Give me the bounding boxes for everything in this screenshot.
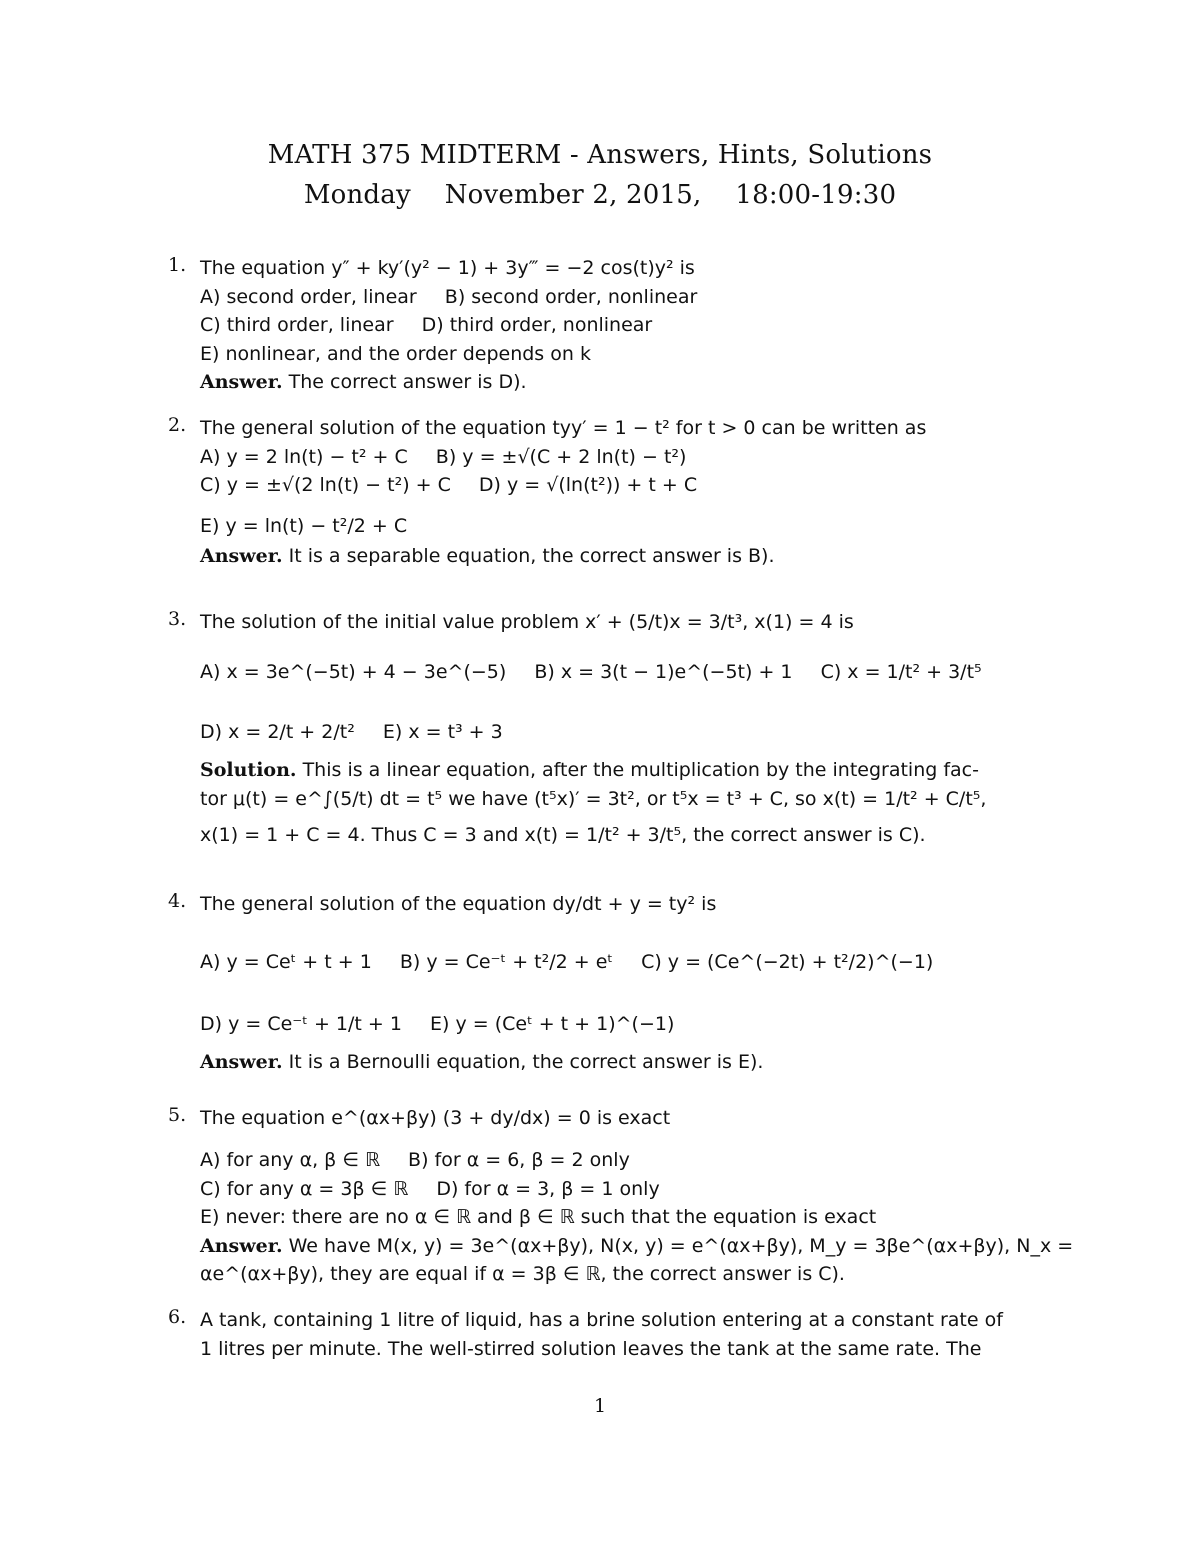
question-number: 4.: [168, 890, 187, 912]
solution-line: tor μ(t) = e^∫(5/t) dt = t⁵ we have (t⁵x)′ = 3t², or t⁵x = t³ + C, so x(t) = 1/t² + C/t⁵,: [200, 787, 987, 810]
option-b: B) for α = 6, β = 2 only: [408, 1149, 630, 1171]
answer-text: We have M(x, y) = 3e^(αx+βy), N(x, y) = e^(αx+βy), M_y = 3βe^(αx+βy), N_x =: [288, 1234, 1074, 1257]
options-row: [200, 658, 1060, 718]
solution-line: [200, 756, 1060, 785]
option-a: A) x = 3e^(−5t) + 4 − 3e^(−5): [200, 661, 507, 683]
option-a: A) for any α, β ∈ ℝ: [200, 1149, 380, 1171]
option-d: D) x = 2/t + 2/t²: [200, 721, 355, 743]
document-title: MATH 375 MIDTERM - Answers, Hints, Solutions: [267, 140, 933, 170]
question-stem: The equation e^(αx+βy) (3 + dy/dx) = 0 is exact: [200, 1107, 671, 1129]
document-subtitle: Monday November 2, 2015, 18:00-19:30: [303, 180, 897, 210]
option-c: C) y = ±√(2 ln(t) − t²) + C: [200, 474, 451, 496]
answer-line: [200, 1232, 1074, 1261]
question-body: [200, 1104, 1074, 1289]
answer-text: It is a Bernoulli equation, the correct answer is E).: [288, 1051, 764, 1073]
options-row: [200, 948, 1060, 1010]
options-row: [200, 1146, 1060, 1175]
question-stem: The general solution of the equation dy/dt + y = ty² is: [200, 893, 717, 915]
page-number: 1: [593, 1395, 607, 1417]
solution-label: Solution.: [200, 759, 297, 781]
option-c: C) third order, linear: [200, 314, 394, 336]
option-d: D) for α = 3, β = 1 only: [436, 1177, 660, 1200]
answer-label: Answer.: [200, 544, 283, 567]
answer-label: Answer.: [200, 1234, 283, 1257]
option-b: B) second order, nonlinear: [444, 285, 698, 308]
question-stem: The equation y″ + ky′(y² − 1) + 3y‴ = −2 cos(t)y² is: [200, 257, 695, 279]
option-c: C) for any α = 3β ∈ ℝ: [200, 1177, 409, 1200]
solution-text: This is a linear equation, after the multiplication by the integrating fac-: [302, 759, 979, 781]
option-b: B) y = Ce⁻ᵗ + t²/2 + eᵗ: [399, 951, 614, 973]
question-body: [200, 890, 1060, 1077]
answer-label: Answer.: [200, 371, 283, 393]
question-stem: The solution of the initial value problem x′ + (5/t)x = 3/t³, x(1) = 4 is: [200, 611, 854, 633]
question-stem: The general solution of the equation tyy′ = 1 − t² for t > 0 can be written as: [200, 417, 927, 439]
option-d: D) third order, nonlinear: [421, 314, 653, 336]
option-a: A) y = 2 ln(t) − t² + C: [200, 445, 408, 468]
question-number: 3.: [168, 608, 187, 630]
options-row: [200, 1010, 1060, 1048]
question-body: [200, 608, 1060, 850]
option-b: B) y = ±√(C + 2 ln(t) − t²): [435, 445, 687, 468]
question-stem: 1 litres per minute. The well-stirred solution leaves the tank at the same rate. The: [200, 1337, 982, 1360]
options-row: [200, 718, 1060, 756]
option-e: E) never: there are no α ∈ ℝ and β ∈ ℝ such that the equation is exact: [200, 1206, 877, 1228]
question-body: [200, 414, 1060, 570]
answer-line: αe^(αx+βy), they are equal if α = 3β ∈ ℝ, the correct answer is C).: [200, 1263, 845, 1285]
question-body: [200, 254, 1060, 397]
options-row: [200, 1175, 1060, 1204]
question-number: 5.: [168, 1104, 187, 1126]
option-e: E) y = (Ceᵗ + t + 1)^(−1): [430, 1013, 675, 1035]
option-d: D) y = √(ln(t²)) + t + C: [478, 474, 698, 496]
answer-label: Answer.: [200, 1051, 283, 1073]
question-body: [200, 1306, 1060, 1363]
option-c: C) y = (Ce^(−2t) + t²/2)^(−1): [641, 951, 934, 973]
question-number: 1.: [168, 254, 187, 276]
options-row: [200, 443, 1060, 472]
answer-line: [200, 368, 1060, 397]
options-row: [200, 311, 1060, 340]
option-d: D) y = Ce⁻ᵗ + 1/t + 1: [200, 1013, 402, 1035]
answer-text: It is a separable equation, the correct answer is B).: [288, 544, 775, 567]
answer-text: The correct answer is D).: [288, 371, 527, 393]
option-a: A) second order, linear: [200, 285, 417, 308]
option-a: A) y = Ceᵗ + t + 1: [200, 951, 372, 973]
option-e: E) y = ln(t) − t²/2 + C: [200, 514, 408, 537]
option-b: B) x = 3(t − 1)e^(−5t) + 1: [534, 661, 793, 683]
option-e: E) nonlinear, and the order depends on k: [200, 342, 591, 365]
options-row: [200, 471, 1060, 500]
options-row: [200, 283, 1060, 312]
solution-line: x(1) = 1 + C = 4. Thus C = 3 and x(t) = 1/t² + 3/t⁵, the correct answer is C).: [200, 824, 926, 846]
option-c: C) x = 1/t² + 3/t⁵: [820, 661, 982, 683]
question-number: 2.: [168, 414, 187, 436]
answer-line: [200, 542, 1060, 571]
option-e: E) x = t³ + 3: [382, 721, 503, 743]
question-number: 6.: [168, 1306, 187, 1328]
question-stem: A tank, containing 1 litre of liquid, has a brine solution entering at a constant rate of: [200, 1309, 1003, 1331]
answer-line: [200, 1048, 1060, 1077]
